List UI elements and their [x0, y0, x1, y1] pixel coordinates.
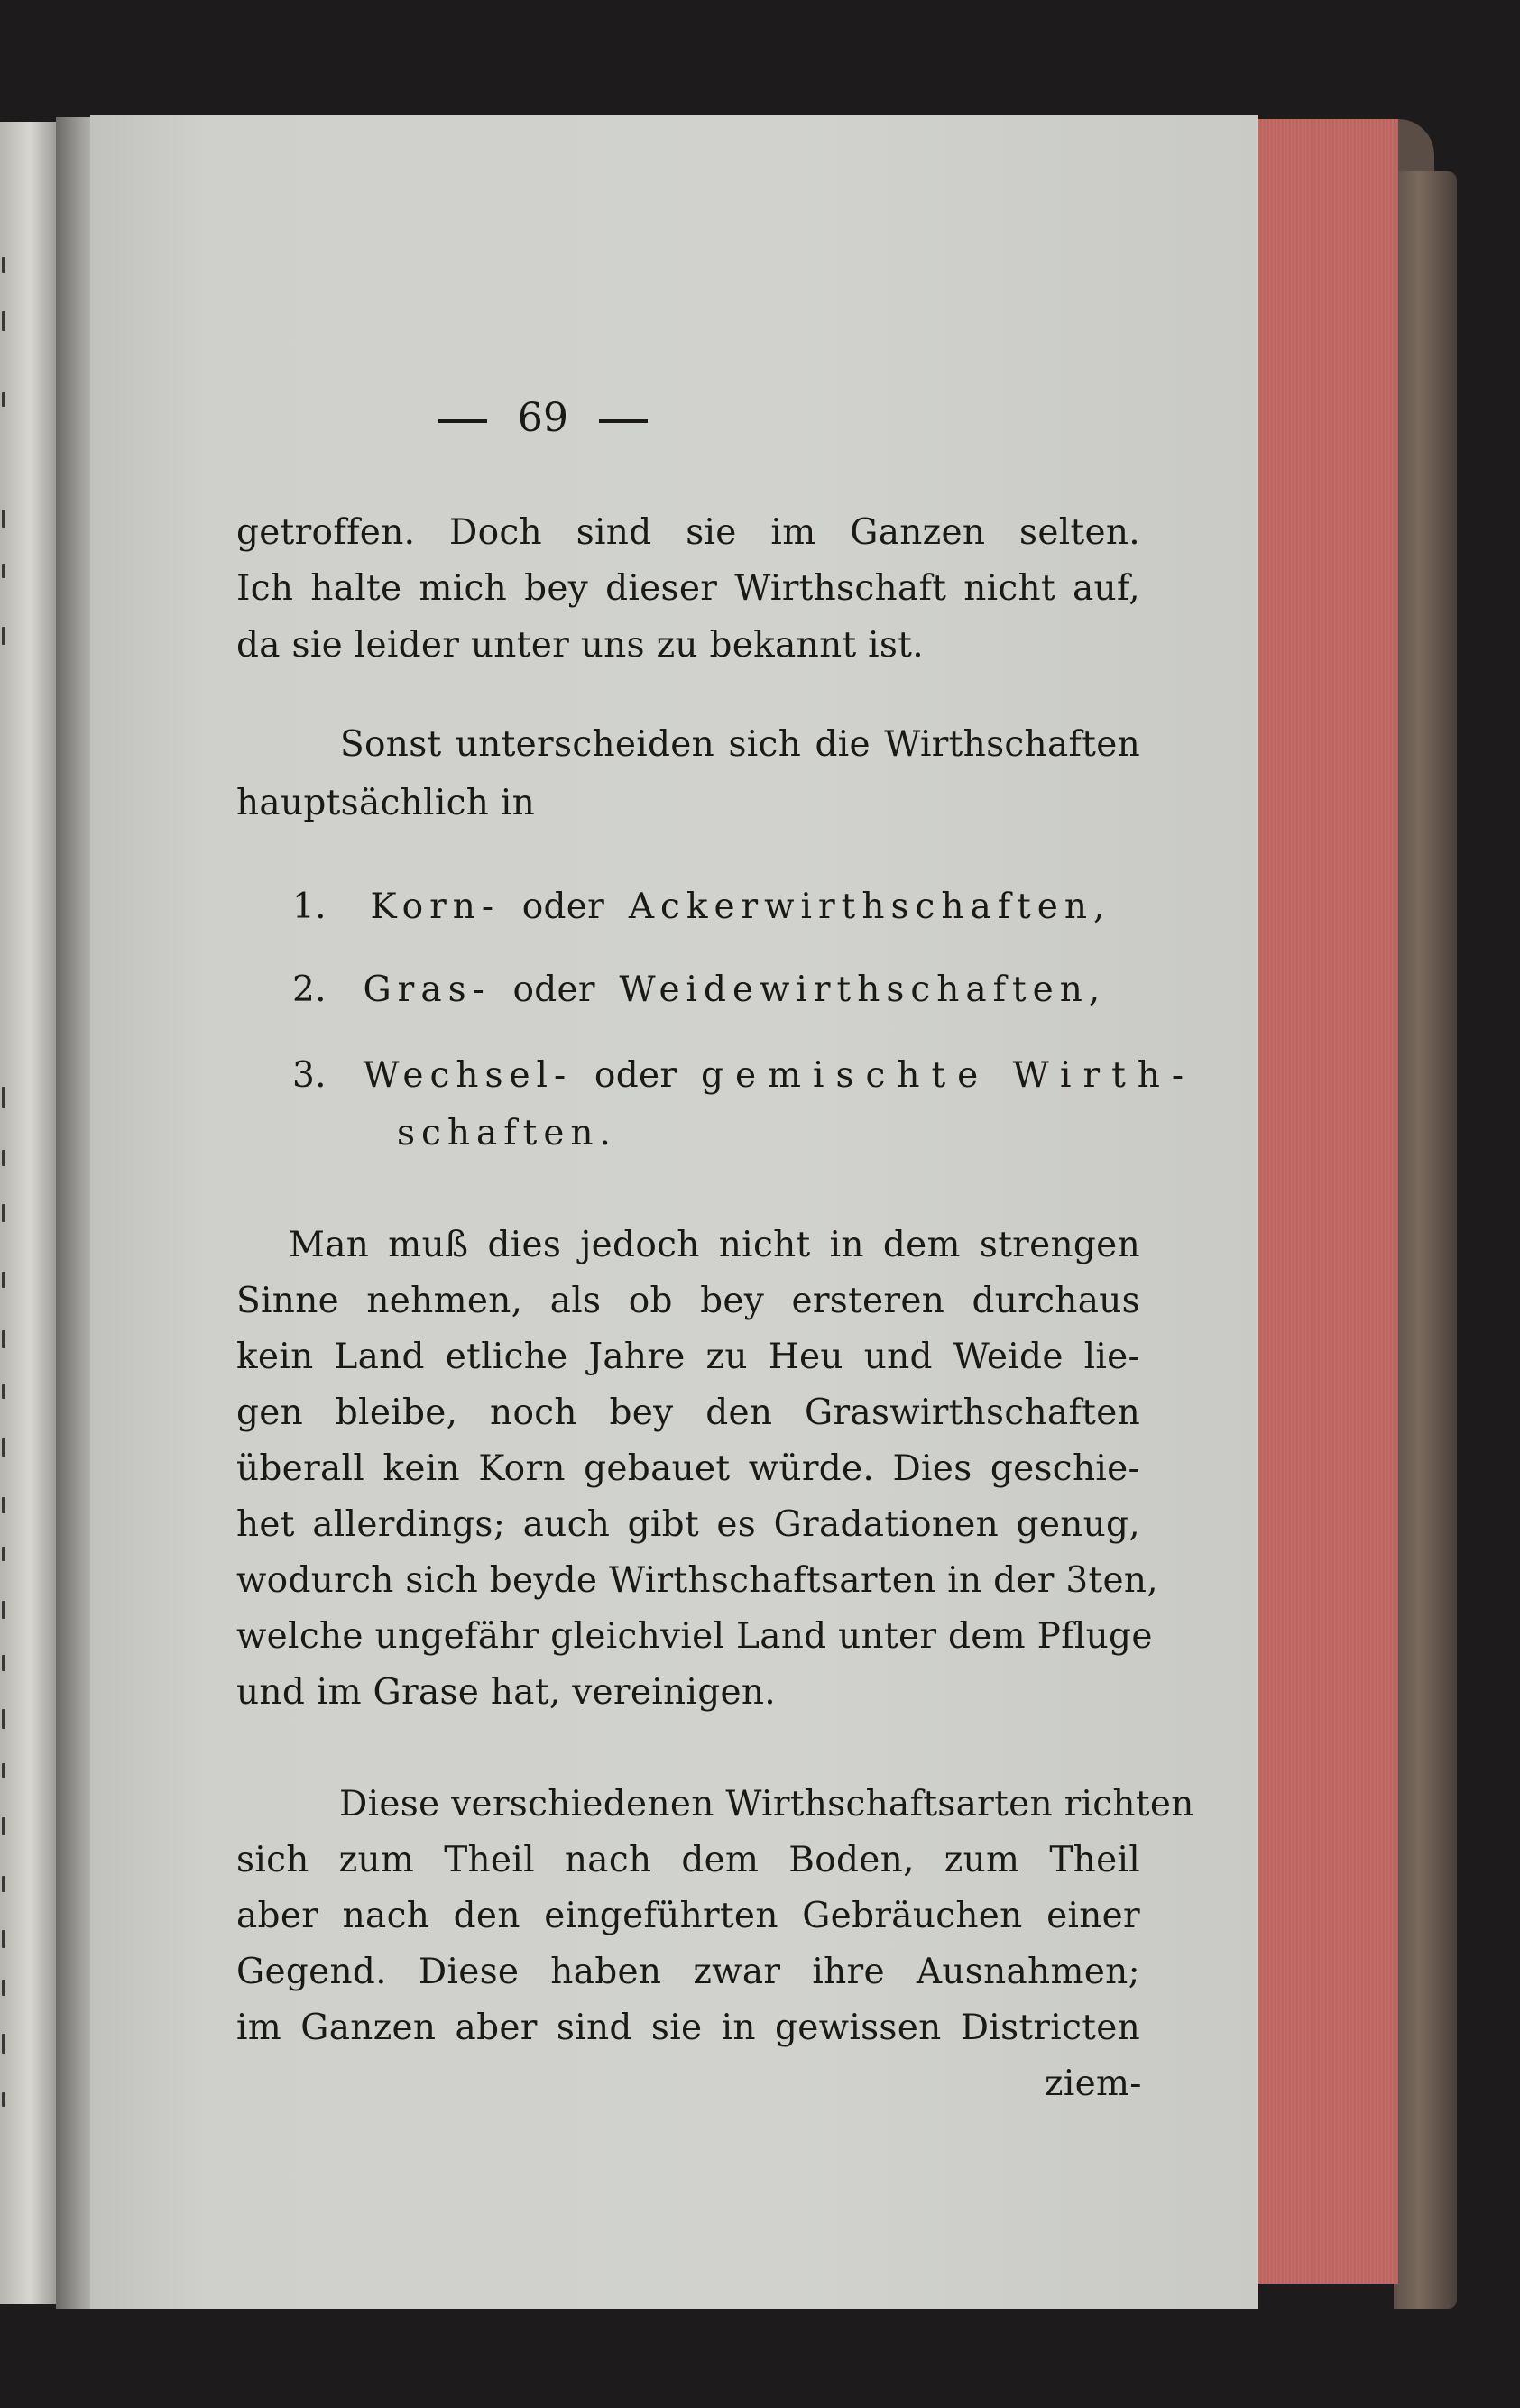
list-term: Ackerwirthschaften, [628, 887, 1111, 927]
facing-page-edge [0, 122, 56, 2304]
list-term: Wechsel- [363, 1055, 573, 1096]
list-term: Gras- [363, 970, 491, 1010]
list-term: gemischte Wirth- [701, 1055, 1196, 1096]
text-line: und im Grase hat, vereinigen. [236, 1672, 776, 1713]
list-item [292, 970, 1106, 1010]
text-line: het allerdings; auch gibt es Gradationen genug, [236, 1504, 1140, 1545]
page-number: 69 [517, 395, 569, 441]
list-number: 3. [292, 1055, 327, 1096]
text-line: Ich halte mich bey dieser Wirthschaft nicht auf, [236, 568, 1140, 609]
list-item [292, 887, 1110, 927]
header-rule-right [599, 419, 648, 423]
facing-page-print-marks [0, 122, 13, 2304]
text-line: wodurch sich beyde Wirthschaftsarten in der 3ten, [236, 1560, 1158, 1601]
text-line: gen bleibe, noch bey den Graswirthschaften [236, 1392, 1140, 1433]
book-cover [1394, 171, 1457, 2309]
text-line: aber nach den eingeführten Gebräuchen einer [236, 1896, 1140, 1936]
list-connector: oder [594, 1055, 677, 1096]
list-number: 1. [292, 887, 327, 927]
text-line: überall kein Korn gebauet würde. Dies geschie- [236, 1448, 1140, 1489]
list-connector: oder [512, 970, 595, 1010]
list-connector: oder [521, 887, 605, 927]
text-line: getroffen. Doch sind sie im Ganzen selten. [236, 512, 1140, 553]
header-rule-left [438, 419, 487, 423]
text-line: kein Land etliche Jahre zu Heu und Weide lie- [236, 1337, 1140, 1377]
text-line: Man muß dies jedoch nicht in dem strengen [289, 1225, 1140, 1265]
text-line: im Ganzen aber sind sie in gewissen Districten [236, 2008, 1140, 2048]
catchword: ziem- [1045, 2063, 1142, 2104]
page-edges [1254, 119, 1398, 2284]
list-continuation: schaften. [397, 1113, 617, 1153]
list-number: 2. [292, 970, 327, 1010]
text-line: Sonst unterscheiden sich die Wirthschaften [340, 724, 1140, 765]
text-line: Gegend. Diese haben zwar ihre Ausnahmen; [236, 1952, 1140, 1992]
text-line: welche ungefähr gleichviel Land unter dem Pfluge [236, 1616, 1153, 1657]
list-term: Weidewirthschaften, [619, 970, 1107, 1010]
text-line: da sie leider unter uns zu bekannt ist. [236, 625, 924, 666]
page-header [236, 395, 850, 441]
list-item [292, 1055, 1195, 1096]
list-term: Korn- [370, 887, 501, 927]
text-line: sich zum Theil nach dem Boden, zum Theil [236, 1840, 1140, 1880]
text-line: Sinne nehmen, als ob bey ersteren durchaus [236, 1281, 1140, 1321]
text-line: Diese verschiedenen Wirthschaftsarten richten [339, 1784, 1194, 1824]
book-page [90, 115, 1258, 2309]
text-line: hauptsächlich in [236, 783, 536, 823]
